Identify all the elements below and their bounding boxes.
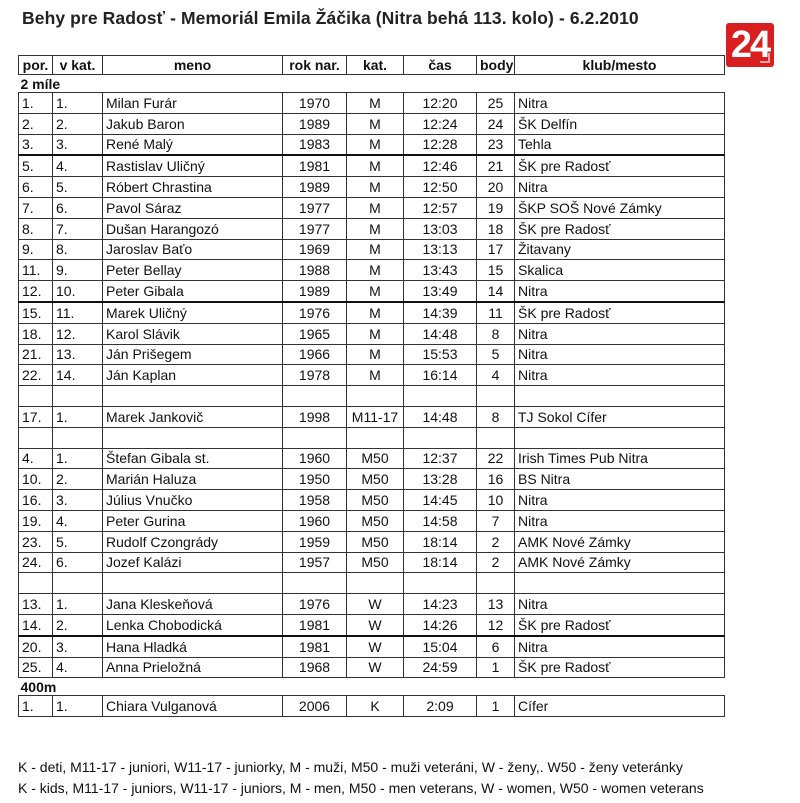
- cell-kat: M: [347, 113, 404, 134]
- empty-cell: [283, 573, 347, 594]
- table-row: [19, 134, 725, 155]
- cell-rok: 2006: [283, 696, 347, 717]
- cell-rok: 1969: [283, 239, 347, 260]
- empty-cell: [19, 427, 53, 448]
- cell-cas: 14:58: [404, 510, 477, 531]
- page-title: Behy pre Radosť - Memoriál Emila Žáčika (Nitra behá 113. kolo) - 6.2.2010: [22, 8, 639, 28]
- cell-rok: 1989: [283, 113, 347, 134]
- cell-meno: Dušan Harangozó: [103, 218, 283, 239]
- cell-kat: M11-17: [347, 406, 404, 427]
- cell-por: 12.: [19, 281, 53, 302]
- cell-vkat: 10.: [53, 281, 103, 302]
- cell-kat: W: [347, 614, 404, 635]
- cell-kat: M: [347, 365, 404, 386]
- empty-cell: [53, 427, 103, 448]
- empty-cell: [53, 386, 103, 407]
- cell-cas: 18:14: [404, 552, 477, 573]
- blank-row: [19, 386, 725, 407]
- empty-cell: [103, 573, 283, 594]
- cell-klub: ŠKP SOŠ Nové Zámky: [515, 197, 725, 218]
- cell-vkat: 13.: [53, 344, 103, 365]
- cell-por: 18.: [19, 323, 53, 344]
- cell-kat: M: [347, 197, 404, 218]
- cell-por: 1.: [19, 696, 53, 717]
- cell-por: 16.: [19, 490, 53, 511]
- cell-meno: Anna Prieložná: [103, 657, 283, 678]
- cell-body: 16: [477, 469, 515, 490]
- table-row: [19, 696, 725, 717]
- cell-rok: 1978: [283, 365, 347, 386]
- cell-meno: Marek Uličný: [103, 302, 283, 323]
- cell-meno: Peter Gurina: [103, 510, 283, 531]
- cell-body: 2: [477, 531, 515, 552]
- table-row: [19, 344, 725, 365]
- cell-kat: M50: [347, 448, 404, 469]
- table-row: [19, 594, 725, 615]
- table-row: [19, 177, 725, 198]
- cell-meno: Pavol Sáraz: [103, 197, 283, 218]
- cell-cas: 16:14: [404, 365, 477, 386]
- cell-kat: M: [347, 134, 404, 155]
- cell-klub: Tehla: [515, 134, 725, 155]
- cell-vkat: 1.: [53, 406, 103, 427]
- column-header: kat.: [347, 56, 404, 75]
- table-row: [19, 302, 725, 323]
- cell-cas: 12:28: [404, 134, 477, 155]
- cell-klub: ŠK pre Radosť: [515, 614, 725, 635]
- table-row: [19, 365, 725, 386]
- cell-kat: M50: [347, 552, 404, 573]
- cell-cas: 12:24: [404, 113, 477, 134]
- cell-rok: 1960: [283, 510, 347, 531]
- cell-klub: Nitra: [515, 323, 725, 344]
- cell-rok: 1981: [283, 614, 347, 635]
- table-row: [19, 323, 725, 344]
- cell-rok: 1981: [283, 636, 347, 657]
- cell-body: 1: [477, 696, 515, 717]
- cell-klub: Nitra: [515, 594, 725, 615]
- table-row: [19, 260, 725, 281]
- cell-meno: Ján Prišegem: [103, 344, 283, 365]
- table-row: [19, 218, 725, 239]
- empty-cell: [53, 573, 103, 594]
- cell-body: 14: [477, 281, 515, 302]
- empty-cell: [347, 573, 404, 594]
- cell-por: 14.: [19, 614, 53, 635]
- cell-body: 22: [477, 448, 515, 469]
- cell-cas: 12:50: [404, 177, 477, 198]
- empty-cell: [404, 573, 477, 594]
- cell-kat: M: [347, 218, 404, 239]
- empty-cell: [347, 386, 404, 407]
- table-row: [19, 281, 725, 302]
- cell-body: 7: [477, 510, 515, 531]
- cell-body: 25: [477, 93, 515, 114]
- cell-body: 21: [477, 155, 515, 176]
- cell-kat: M50: [347, 510, 404, 531]
- cell-cas: 13:28: [404, 469, 477, 490]
- cell-por: 2.: [19, 113, 53, 134]
- cell-meno: Ján Kaplan: [103, 365, 283, 386]
- cell-klub: Nitra: [515, 281, 725, 302]
- section-row: [19, 75, 725, 93]
- cell-klub: TJ Sokol Cífer: [515, 406, 725, 427]
- cell-vkat: 3.: [53, 134, 103, 155]
- cell-meno: Jozef Kalázi: [103, 552, 283, 573]
- cell-kat: M50: [347, 490, 404, 511]
- cell-meno: Peter Bellay: [103, 260, 283, 281]
- cell-kat: K: [347, 696, 404, 717]
- cell-vkat: 2.: [53, 614, 103, 635]
- cell-kat: M: [347, 177, 404, 198]
- section-row: [19, 678, 725, 696]
- cell-klub: ŠK pre Radosť: [515, 302, 725, 323]
- cell-vkat: 7.: [53, 218, 103, 239]
- cell-rok: 1968: [283, 657, 347, 678]
- cell-cas: 13:43: [404, 260, 477, 281]
- table-row: [19, 197, 725, 218]
- cell-rok: 1965: [283, 323, 347, 344]
- column-header: v kat.: [53, 56, 103, 75]
- cell-por: 6.: [19, 177, 53, 198]
- table-row: [19, 531, 725, 552]
- cell-cas: 18:14: [404, 531, 477, 552]
- cell-cas: 14:45: [404, 490, 477, 511]
- cell-vkat: 4.: [53, 657, 103, 678]
- cell-rok: 1998: [283, 406, 347, 427]
- cell-por: 20.: [19, 636, 53, 657]
- cell-rok: 1981: [283, 155, 347, 176]
- cell-klub: Skalica: [515, 260, 725, 281]
- empty-cell: [477, 573, 515, 594]
- empty-cell: [103, 386, 283, 407]
- cell-meno: Jakub Baron: [103, 113, 283, 134]
- empty-cell: [404, 427, 477, 448]
- cell-rok: 1959: [283, 531, 347, 552]
- cell-kat: M: [347, 239, 404, 260]
- cell-por: 19.: [19, 510, 53, 531]
- section-label: 400m: [20, 678, 57, 695]
- cell-kat: W: [347, 636, 404, 657]
- cell-por: 3.: [19, 134, 53, 155]
- cell-cas: 13:03: [404, 218, 477, 239]
- cell-vkat: 4.: [53, 510, 103, 531]
- cell-rok: 1957: [283, 552, 347, 573]
- cell-vkat: 14.: [53, 365, 103, 386]
- cell-meno: Rastislav Uličný: [103, 155, 283, 176]
- column-header: meno: [103, 56, 283, 75]
- legend-slovak: K - deti, M11-17 - juniori, W11-17 - juniorky, M - muži, M50 - muži veteráni, W - ženy,. W50 - ženy veteránky: [18, 759, 683, 775]
- cell-body: 23: [477, 134, 515, 155]
- cell-meno: Hana Hladká: [103, 636, 283, 657]
- cell-kat: W: [347, 594, 404, 615]
- cell-vkat: 1.: [53, 594, 103, 615]
- cell-por: 24.: [19, 552, 53, 573]
- cell-klub: Cífer: [515, 696, 725, 717]
- cell-meno: Peter Gibala: [103, 281, 283, 302]
- cell-klub: Nitra: [515, 365, 725, 386]
- cell-meno: Marek Jankovič: [103, 406, 283, 427]
- empty-cell: [477, 386, 515, 407]
- cell-kat: M: [347, 281, 404, 302]
- empty-cell: [347, 427, 404, 448]
- cell-vkat: 6.: [53, 197, 103, 218]
- cell-meno: Lenka Chobodická: [103, 614, 283, 635]
- cell-body: 2: [477, 552, 515, 573]
- cell-meno: Marián Haluza: [103, 469, 283, 490]
- cell-body: 10: [477, 490, 515, 511]
- cell-body: 8: [477, 323, 515, 344]
- table-row: [19, 239, 725, 260]
- section-label: 2 míle: [20, 75, 61, 92]
- cell-kat: M: [347, 155, 404, 176]
- cell-cas: 12:46: [404, 155, 477, 176]
- cell-vkat: 1.: [53, 448, 103, 469]
- column-header: rok nar.: [283, 56, 347, 75]
- table-row: [19, 448, 725, 469]
- blank-row: [19, 427, 725, 448]
- cell-cas: 24:59: [404, 657, 477, 678]
- cell-cas: 15:53: [404, 344, 477, 365]
- cell-vkat: 9.: [53, 260, 103, 281]
- cell-rok: 1983: [283, 134, 347, 155]
- table-row: [19, 552, 725, 573]
- table-row: [19, 657, 725, 678]
- cell-cas: 12:37: [404, 448, 477, 469]
- results-table: [18, 55, 725, 717]
- cell-vkat: 1.: [53, 696, 103, 717]
- cell-cas: 13:49: [404, 281, 477, 302]
- cell-vkat: 2.: [53, 469, 103, 490]
- empty-cell: [19, 386, 53, 407]
- cell-vkat: 12.: [53, 323, 103, 344]
- cell-rok: 1966: [283, 344, 347, 365]
- empty-cell: [19, 573, 53, 594]
- cell-klub: ŠK pre Radosť: [515, 218, 725, 239]
- cell-por: 23.: [19, 531, 53, 552]
- table-row: [19, 406, 725, 427]
- cell-rok: 1970: [283, 93, 347, 114]
- cell-kat: M: [347, 302, 404, 323]
- cell-rok: 1977: [283, 218, 347, 239]
- cell-vkat: 3.: [53, 636, 103, 657]
- cell-cas: 14:48: [404, 406, 477, 427]
- site-logo-24[interactable]: 24: [726, 23, 774, 67]
- cell-rok: 1977: [283, 197, 347, 218]
- cell-kat: M50: [347, 469, 404, 490]
- cell-cas: 14:23: [404, 594, 477, 615]
- cell-vkat: 1.: [53, 93, 103, 114]
- cell-cas: 12:57: [404, 197, 477, 218]
- cell-cas: 15:04: [404, 636, 477, 657]
- cell-kat: M: [347, 93, 404, 114]
- header-row: [19, 56, 725, 75]
- cell-vkat: 6.: [53, 552, 103, 573]
- cell-por: 11.: [19, 260, 53, 281]
- cell-body: 12: [477, 614, 515, 635]
- cell-body: 24: [477, 113, 515, 134]
- cell-meno: Milan Furár: [103, 93, 283, 114]
- column-header: čas: [404, 56, 477, 75]
- cell-body: 15: [477, 260, 515, 281]
- cell-kat: W: [347, 657, 404, 678]
- cell-klub: BS Nitra: [515, 469, 725, 490]
- cell-por: 15.: [19, 302, 53, 323]
- cell-por: 17.: [19, 406, 53, 427]
- cell-por: 22.: [19, 365, 53, 386]
- cell-body: 1: [477, 657, 515, 678]
- cell-kat: M50: [347, 531, 404, 552]
- cell-cas: 2:09: [404, 696, 477, 717]
- cell-kat: M: [347, 260, 404, 281]
- table-row: [19, 155, 725, 176]
- blank-row: [19, 573, 725, 594]
- cell-rok: 1988: [283, 260, 347, 281]
- cell-klub: Nitra: [515, 636, 725, 657]
- cell-vkat: 5.: [53, 177, 103, 198]
- cell-por: 21.: [19, 344, 53, 365]
- cell-meno: Karol Slávik: [103, 323, 283, 344]
- cell-por: 5.: [19, 155, 53, 176]
- cell-klub: Nitra: [515, 510, 725, 531]
- cell-klub: AMK Nové Zámky: [515, 531, 725, 552]
- cell-rok: 1989: [283, 281, 347, 302]
- cell-vkat: 11.: [53, 302, 103, 323]
- empty-cell: [515, 573, 725, 594]
- cell-klub: Žitavany: [515, 239, 725, 260]
- table-row: [19, 636, 725, 657]
- empty-cell: [515, 386, 725, 407]
- cell-rok: 1989: [283, 177, 347, 198]
- cell-body: 11: [477, 302, 515, 323]
- cell-meno: Róbert Chrastina: [103, 177, 283, 198]
- cell-rok: 1950: [283, 469, 347, 490]
- column-header: klub/mesto: [515, 56, 725, 75]
- cell-por: 25.: [19, 657, 53, 678]
- cell-body: 18: [477, 218, 515, 239]
- table-row: [19, 113, 725, 134]
- cell-cas: 14:39: [404, 302, 477, 323]
- cell-klub: Nitra: [515, 93, 725, 114]
- table-row: [19, 93, 725, 114]
- table-row: [19, 469, 725, 490]
- column-header: body: [477, 56, 515, 75]
- cell-cas: 14:26: [404, 614, 477, 635]
- cell-klub: Nitra: [515, 490, 725, 511]
- cell-body: 5: [477, 344, 515, 365]
- empty-cell: [515, 427, 725, 448]
- cell-meno: Štefan Gibala st.: [103, 448, 283, 469]
- cell-meno: Chiara Vulganová: [103, 696, 283, 717]
- cell-klub: AMK Nové Zámky: [515, 552, 725, 573]
- cell-kat: M: [347, 323, 404, 344]
- cell-cas: 12:20: [404, 93, 477, 114]
- cell-meno: Július Vnučko: [103, 490, 283, 511]
- cell-body: 6: [477, 636, 515, 657]
- cell-klub: ŠK pre Radosť: [515, 155, 725, 176]
- cell-por: 7.: [19, 197, 53, 218]
- cell-rok: 1976: [283, 302, 347, 323]
- empty-cell: [283, 427, 347, 448]
- empty-cell: [283, 386, 347, 407]
- cell-klub: Irish Times Pub Nitra: [515, 448, 725, 469]
- cell-body: 19: [477, 197, 515, 218]
- cell-por: 8.: [19, 218, 53, 239]
- cell-rok: 1976: [283, 594, 347, 615]
- cell-meno: Jana Kleskeňová: [103, 594, 283, 615]
- cell-vkat: 5.: [53, 531, 103, 552]
- cell-por: 9.: [19, 239, 53, 260]
- cell-vkat: 8.: [53, 239, 103, 260]
- table-row: [19, 614, 725, 635]
- cell-cas: 14:48: [404, 323, 477, 344]
- cell-rok: 1960: [283, 448, 347, 469]
- cell-meno: René Malý: [103, 134, 283, 155]
- cell-por: 13.: [19, 594, 53, 615]
- cell-por: 4.: [19, 448, 53, 469]
- legend-english: K - kids, M11-17 - juniors, W11-17 - juniors, M - men, M50 - men veterans, W - women, W50 - women veterans: [18, 780, 704, 796]
- cell-klub: ŠK Delfín: [515, 113, 725, 134]
- cell-meno: Jaroslav Baťo: [103, 239, 283, 260]
- cell-vkat: 4.: [53, 155, 103, 176]
- cell-body: 4: [477, 365, 515, 386]
- cell-por: 10.: [19, 469, 53, 490]
- cell-body: 13: [477, 594, 515, 615]
- cell-body: 20: [477, 177, 515, 198]
- cell-vkat: 3.: [53, 490, 103, 511]
- cell-body: 17: [477, 239, 515, 260]
- table-row: [19, 510, 725, 531]
- cell-meno: Rudolf Czongrády: [103, 531, 283, 552]
- cell-kat: M: [347, 344, 404, 365]
- cell-rok: 1958: [283, 490, 347, 511]
- cell-klub: ŠK pre Radosť: [515, 657, 725, 678]
- empty-cell: [103, 427, 283, 448]
- empty-cell: [404, 386, 477, 407]
- cell-vkat: 2.: [53, 113, 103, 134]
- column-header: por.: [19, 56, 53, 75]
- cell-body: 8: [477, 406, 515, 427]
- cell-cas: 13:13: [404, 239, 477, 260]
- cell-klub: Nitra: [515, 344, 725, 365]
- cell-por: 1.: [19, 93, 53, 114]
- table-row: [19, 490, 725, 511]
- cell-klub: Nitra: [515, 177, 725, 198]
- empty-cell: [477, 427, 515, 448]
